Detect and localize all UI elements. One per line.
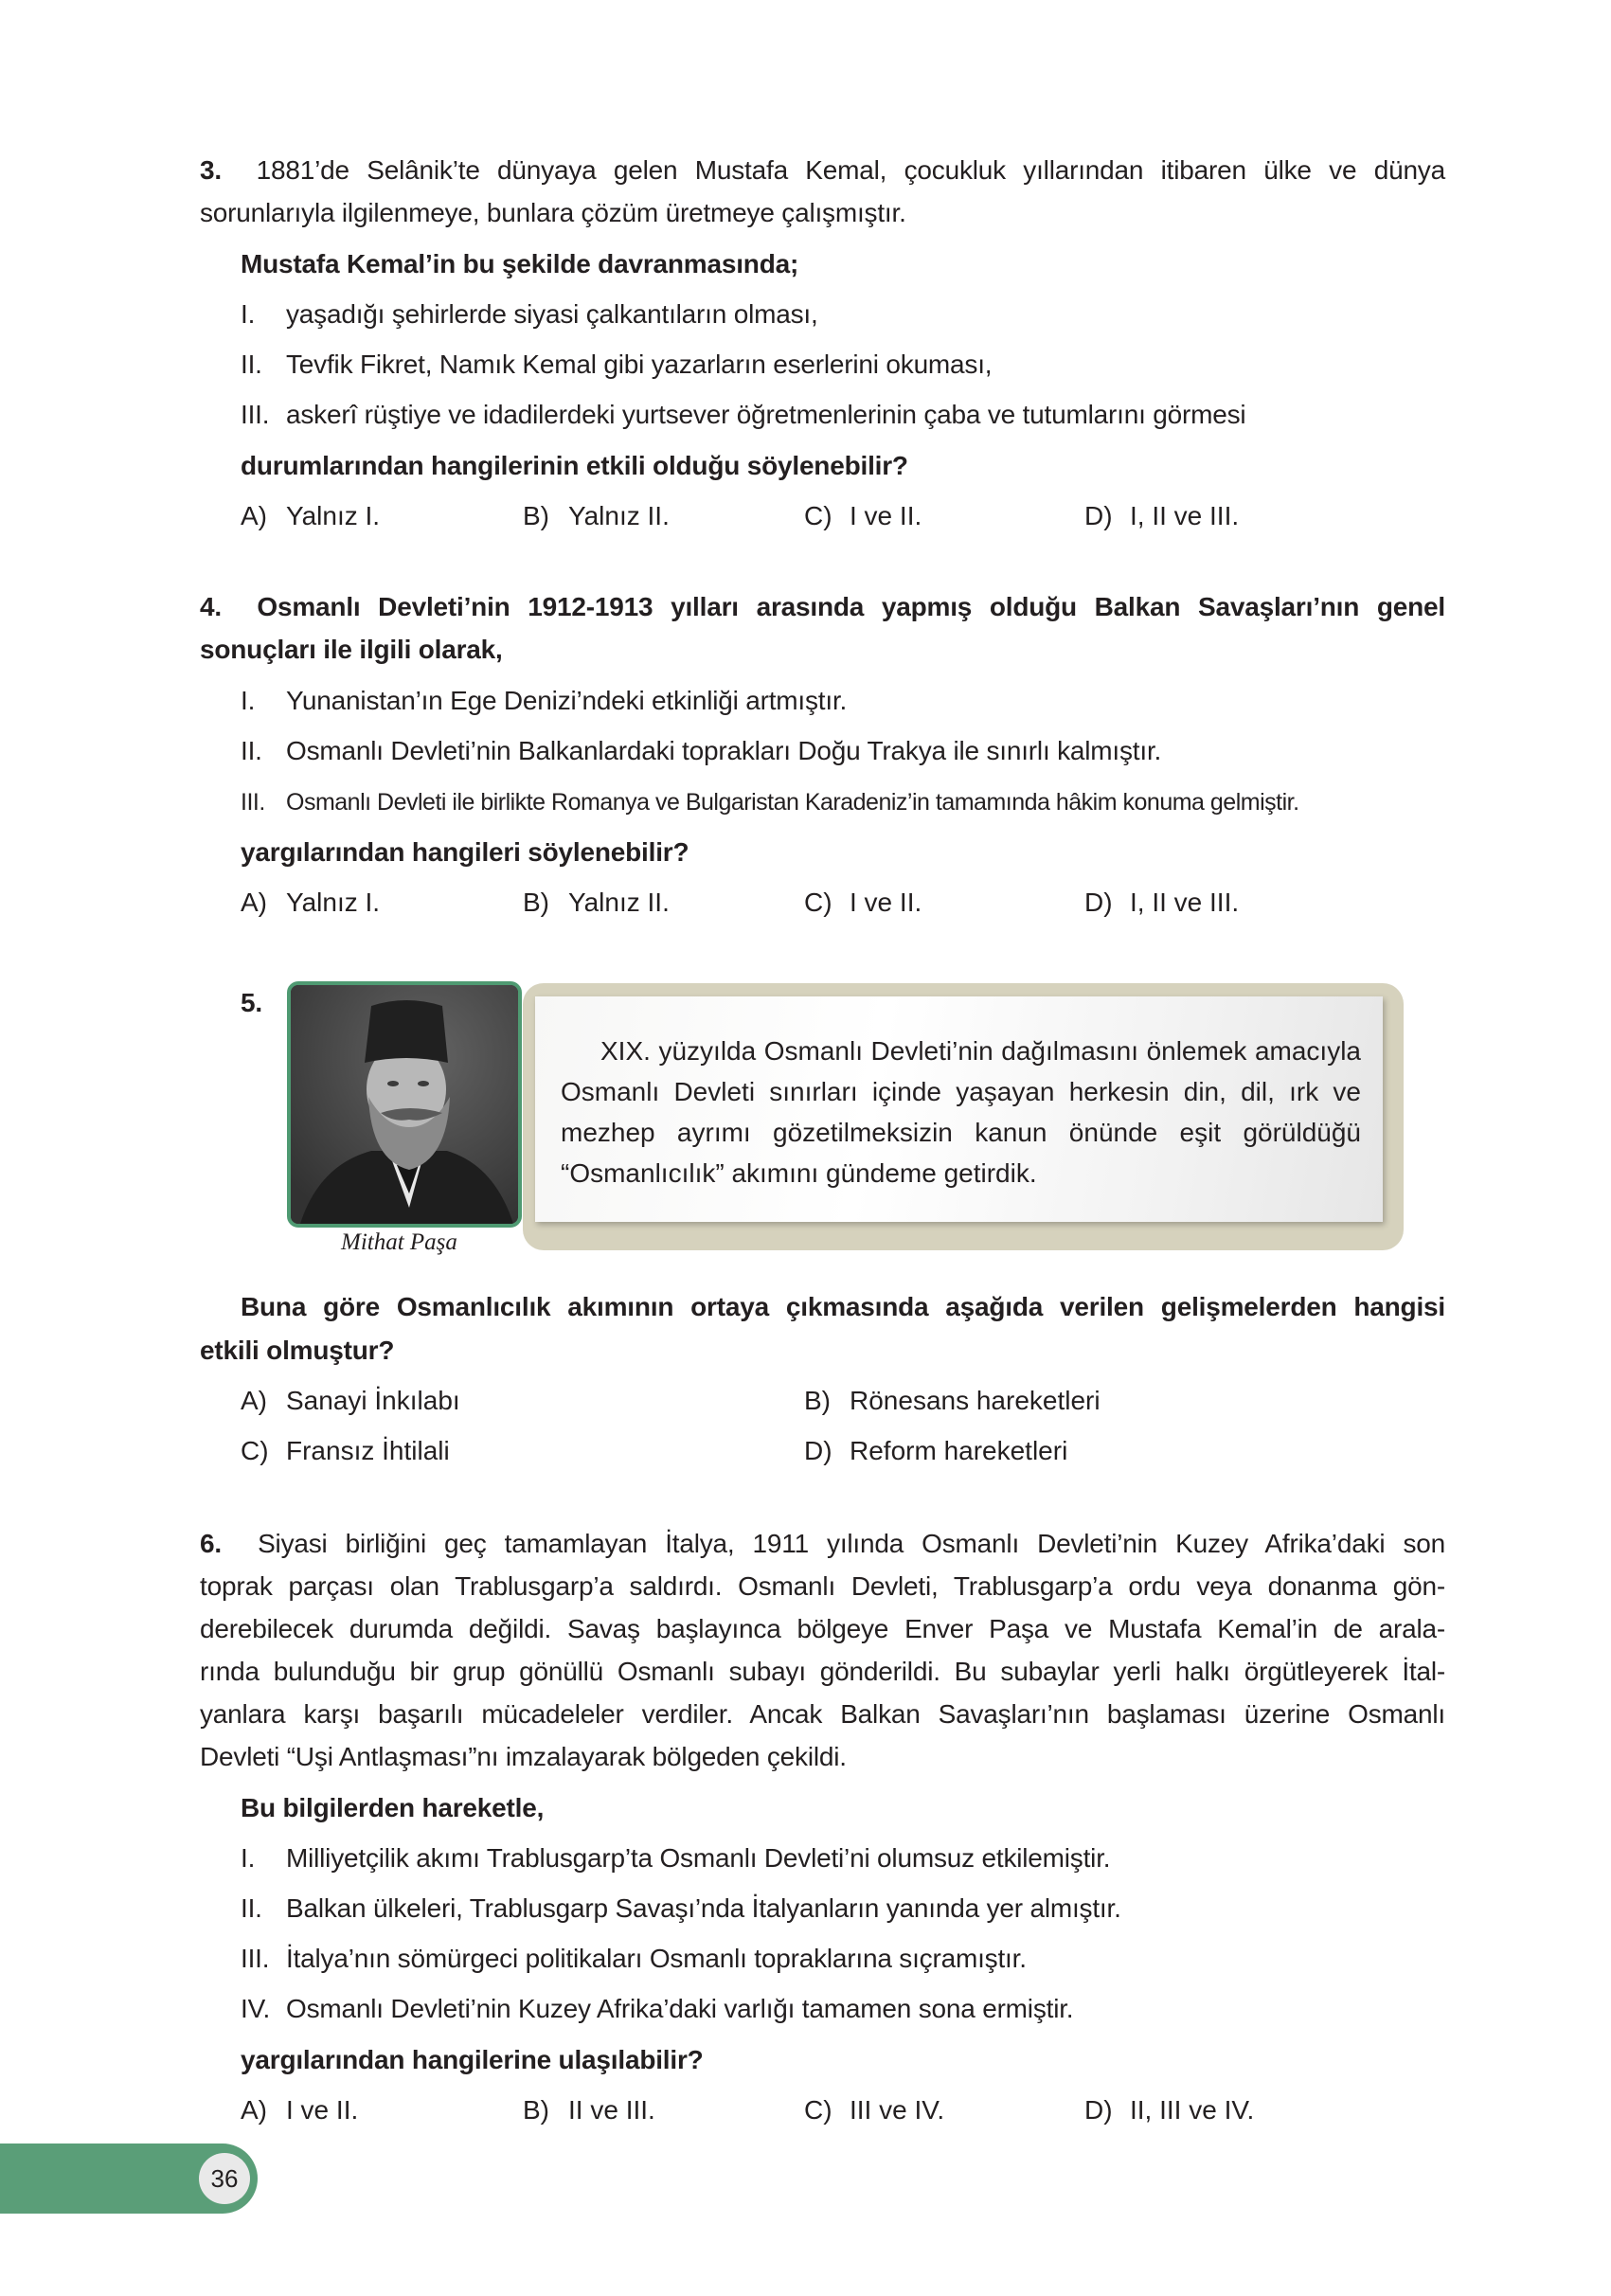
q6-option-b[interactable]: B) II ve III. [523, 2095, 655, 2125]
q6-stem-line-5: yanlara karşı başarılı mücadeleler verdiler. Ancak Balkan Savaşları’nın başlaması üzerine Osmanlı [200, 1699, 1445, 1729]
quote-text: XIX. yüzyılda Osmanlı Devleti’nin dağılmasını önlemek amacıyla Osmanlı Devleti sınırları içinde yaşayan herkesin din, dil, ırk ve mezhep ayrımı gözetilmeksizin kanun önünde eşit görüldüğü “Osmanlıcılık” akımını gündeme getirdik. [561, 1036, 1361, 1188]
q6-stem-line-1: 6. Siyasi birliğini geç tamamlayan İtalya, 1911 yılında Osmanlı Devleti’nin Kuzey Afrika’daki son [200, 1529, 1445, 1558]
q6-item-1: I. Milliyetçilik akımı Trablusgarp’ta Osmanlı Devleti’ni olumsuz etkilemiştir. [241, 1843, 1111, 1873]
q4-option-b[interactable]: B) Yalnız II. [523, 888, 670, 917]
q4-option-c[interactable]: C) I ve II. [804, 888, 922, 917]
q3-option-b[interactable]: B) Yalnız II. [523, 501, 670, 530]
portrait-image [287, 981, 522, 1228]
q4-option-d[interactable]: D) I, II ve III. [1084, 888, 1240, 917]
q4-stem-line-2: sonuçları ile ilgili olarak, [200, 635, 503, 664]
q3-item-3: III. askerî rüştiye ve idadilerdeki yurtsever öğretmenlerinin çaba ve tutumlarını görmesi [241, 400, 1246, 429]
q6-stem-line-3: derebilecek durumda değildi. Savaş başlayınca bölgeye Enver Paşa ve Mustafa Kemal’in de arala- [200, 1614, 1445, 1643]
q3-option-a[interactable]: A) Yalnız I. [241, 501, 381, 530]
q5-question-line-2: etkili olmuştur? [200, 1336, 395, 1365]
q3-item-1: I. yaşadığı şehirlerde siyasi çalkantıların olması, [241, 299, 818, 329]
q6-item-3: III. İtalya’nın sömürgeci politikaları Osmanlı topraklarına sıçramıştır. [241, 1944, 1027, 1973]
q6-option-d[interactable]: D) II, III ve IV. [1084, 2095, 1255, 2125]
q6-stem-line-2: toprak parçası olan Trablusgarp’a saldırdı. Osmanlı Devleti, Trablusgarp’a ordu veya donanma gön- [200, 1571, 1445, 1601]
q6-option-c[interactable]: C) III ve IV. [804, 2095, 945, 2125]
q6-item-2: II. Balkan ülkeleri, Trablusgarp Savaşı’nda İtalyanların yanında yer almıştır. [241, 1893, 1121, 1923]
q3-item-2: II. Tevfik Fikret, Namık Kemal gibi yazarların eserlerini okuması, [241, 350, 993, 379]
q3-stem-line-2: sorunlarıyla ilgilenmeye, bunlara çözüm üretmeye çalışmıştır. [200, 198, 906, 227]
q4-item-1: I. Yunanistan’ın Ege Denizi’ndeki etkinliği artmıştır. [241, 686, 848, 715]
q6-item-4: IV. Osmanlı Devleti’nin Kuzey Afrika’daki varlığı tamamen sona ermiştir. [241, 1994, 1074, 2023]
q5-option-c[interactable]: C) Fransız İhtilali [241, 1436, 450, 1465]
q4-stem-line-1: 4. Osmanlı Devleti’nin 1912-1913 yılları arasında yapmış olduğu Balkan Savaşları’nın genel [200, 592, 1445, 621]
q6-question: yargılarından hangilerine ulaşılabilir? [241, 2045, 704, 2074]
q3-option-d[interactable]: D) I, II ve III. [1084, 501, 1240, 530]
portrait-figure-icon [291, 985, 518, 1224]
q5-question-line-1: Buna göre Osmanlıcılık akımının ortaya çıkmasında aşağıda verilen gelişmelerden hangisi [241, 1292, 1445, 1321]
q5-option-d[interactable]: D) Reform hareketleri [804, 1436, 1068, 1465]
q6-lead: Bu bilgilerden hareketle, [241, 1793, 545, 1822]
q4-item-3: III. Osmanlı Devleti ile birlikte Romanya ve Bulgaristan Karadeniz’in tamamında hâkim konuma gelmiştir. [241, 789, 1299, 816]
q6-option-a[interactable]: A) I ve II. [241, 2095, 359, 2125]
page-number: 36 [199, 2153, 250, 2204]
portrait-caption: Mithat Paşa [341, 1229, 457, 1255]
q3-question: durumlarından hangilerinin etkili olduğu söylenebilir? [241, 451, 908, 480]
q3-number: 3. [200, 155, 222, 185]
q6-number: 6. [200, 1529, 222, 1558]
q4-question: yargılarından hangileri söylenebilir? [241, 837, 689, 867]
q4-option-a[interactable]: A) Yalnız I. [241, 888, 381, 917]
q3-option-c[interactable]: C) I ve II. [804, 501, 922, 530]
q3-lead: Mustafa Kemal’in bu şekilde davranmasında; [241, 249, 799, 278]
q6-stem-line-6: Devleti “Uşi Antlaşması”nı imzalayarak bölgeden çekildi. [200, 1742, 847, 1771]
q5-number: 5. [241, 988, 262, 1017]
q5-option-a[interactable]: A) Sanayi İnkılabı [241, 1386, 460, 1415]
q4-item-2: II. Osmanlı Devleti’nin Balkanlardaki toprakları Doğu Trakya ile sınırlı kalmıştır. [241, 736, 1162, 765]
q6-stem-line-4: rında bulunduğu bir grup gönüllü Osmanlı subayı gönderildi. Bu subaylar yerli halkı örgütleyerek İtal- [200, 1657, 1445, 1686]
q3-stem-line-1: 3. 1881’de Selânik’te dünyaya gelen Mustafa Kemal, çocukluk yıllarından itibaren ülke ve dünya [200, 155, 1445, 185]
q5-option-b[interactable]: B) Rönesans hareketleri [804, 1386, 1101, 1415]
q4-number: 4. [200, 592, 222, 621]
